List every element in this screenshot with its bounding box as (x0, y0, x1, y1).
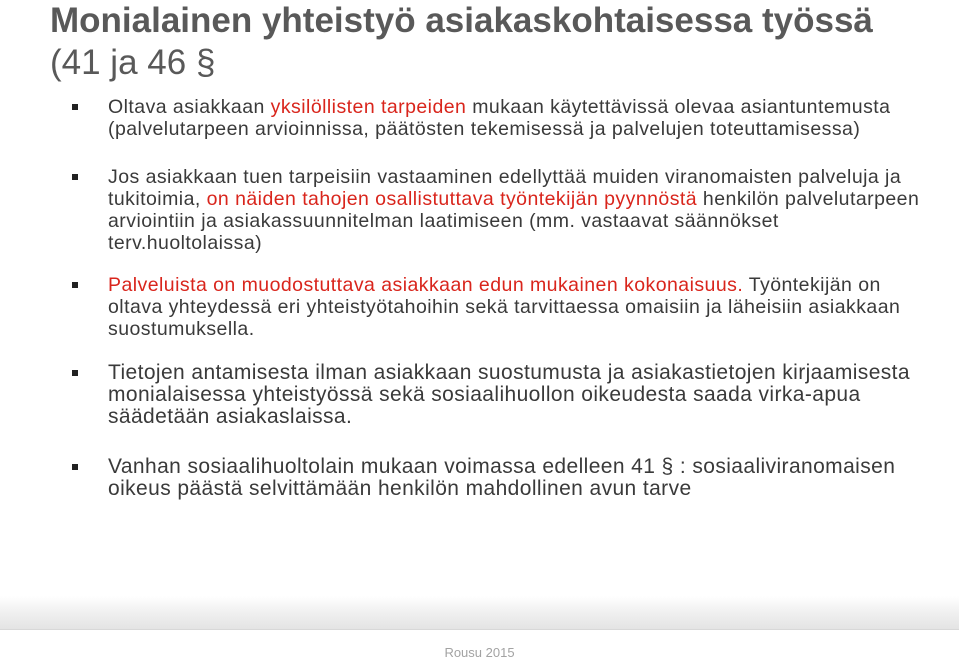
bullet-text: Vanhan sosiaalihuoltolain mukaan voimassa edelleen 41 § : sosiaaliviranomaisen oikeus päästä selvittämään henkilön mahdollinen avun tarve (108, 455, 896, 500)
slide-title-normal: (41 ja 46 (50, 43, 196, 82)
bullet-list (72, 96, 932, 500)
footer-credit: Rousu 2015 (444, 645, 515, 660)
bullet-item (72, 166, 932, 254)
footer-band (0, 596, 959, 630)
bullet-text: Työntekijän on oltava yhteydessä eri yhteistyötahoihin sekä tarvittaessa omaisiin ja läheisiin asiakkaan suostumuksella. (108, 274, 901, 340)
bullet-text-highlight: on näiden tahojen osallistuttava työntekijän pyynnöstä (206, 188, 698, 210)
footer-divider (0, 629, 959, 630)
bullet-text: Jos asiakkaan tuen tarpeisiin vastaaminen edellyttää muiden viranomaisten palveluja ja tukitoimia, (108, 166, 902, 210)
bullet-text-highlight: Palveluista on muodostuttava asiakkaan edun mukainen kokonaisuus. (108, 274, 744, 296)
square-bullet-icon (72, 104, 78, 110)
square-bullet-icon (72, 464, 78, 470)
bullet-text: henkilön palvelutarpeen arviointiin ja asiakassuunnitelman laatimiseen (mm. vastaavat säännökset terv.huoltolaissa) (108, 188, 920, 254)
bullet-item (72, 274, 932, 340)
section-symbol: § (195, 43, 216, 82)
bullet-text-highlight: yksilöllisten tarpeiden (270, 96, 467, 118)
bullet-text: mukaan käytettävissä olevaa asiantuntemusta (palvelutarpeen arvioinnissa, päätösten tekemisessä ja palvelujen toteuttamisessa) (108, 96, 891, 140)
bullet-text: Tietojen antamisesta ilman asiakkaan suostumusta ja asiakastietojen kirjaamisesta monialaisessa yhteistyössä sekä sosiaalihuollon oikeudesta saada virka-apua säädetään asiakaslaissa. (108, 361, 910, 428)
bullet-item (72, 96, 932, 140)
bullet-item (72, 456, 932, 500)
square-bullet-icon (72, 370, 78, 376)
bullet-text: Oltava asiakkaan (108, 96, 271, 118)
slide-title (50, 0, 930, 84)
square-bullet-icon (72, 174, 78, 180)
square-bullet-icon (72, 282, 78, 288)
bullet-item (72, 362, 932, 428)
slide-title-bold: Monialainen yhteistyö asiakaskohtaisessa työssä (50, 1, 873, 40)
